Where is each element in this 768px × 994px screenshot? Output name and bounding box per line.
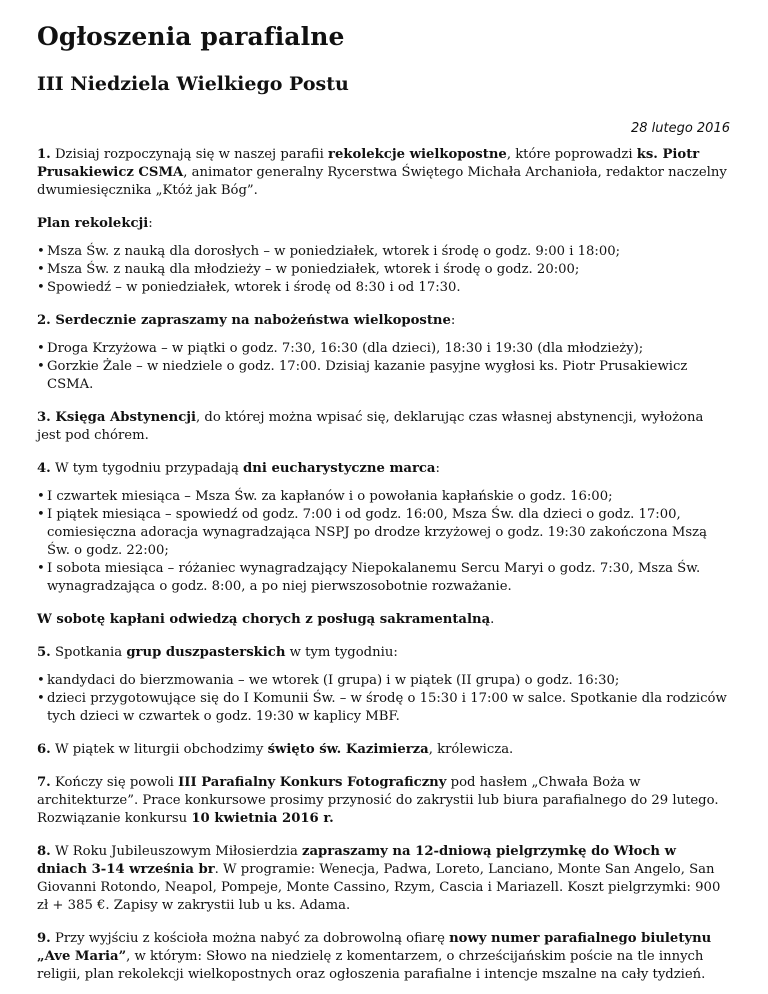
list-item: [37, 243, 730, 261]
announcement-number: 7.: [37, 775, 51, 790]
announcement-number: 8.: [37, 844, 51, 859]
text: , w którym: Słowo na niedzielę z komentarzem, o chrześcijańskim poście na tle innych religii, plan rekolekcji wielkopostnych oraz ogłoszenia parafialne i intencje mszalne na cały tydzień.: [37, 949, 706, 982]
bullet-icon: •: [37, 359, 45, 374]
list-item: [37, 560, 730, 596]
text: w tym tygodniu:: [285, 645, 398, 660]
announcement-number: 5.: [37, 645, 51, 660]
text: :: [435, 461, 440, 476]
list-item: [37, 488, 730, 506]
announcement-3: [37, 409, 730, 445]
page-title: Ogłoszenia parafialne: [37, 22, 345, 51]
list-item: [37, 261, 730, 279]
eucharistic-days-list: [37, 488, 730, 596]
page-subtitle: III Niedziela Wielkiego Postu: [37, 73, 349, 95]
list-item: [37, 340, 730, 358]
bullet-icon: •: [37, 244, 45, 259]
announcement-date: 28 lutego 2016: [630, 121, 730, 136]
list-item-text: I czwartek miesiąca – Msza Św. za kapłanów i o powołania kapłańskie o godz. 16:00;: [47, 489, 613, 504]
list-item: [37, 358, 730, 394]
bold-text: nowy numer parafialnego biuletynu „Ave Maria”: [37, 931, 712, 964]
text: Kończy się powoli: [50, 775, 179, 790]
text: Przy wyjściu z kościoła można nabyć za dobrowolną ofiarę: [50, 931, 450, 946]
bullet-icon: •: [37, 561, 45, 576]
bullet-icon: •: [37, 489, 45, 504]
list-item-text: I sobota miesiąca – różaniec wynagradzający Niepokalanemu Sercu Maryi o godz. 7:30, Msza Św. wynagradzająca o godz. 8:00, a po niej pierwszosobotnie rozważanie.: [47, 561, 701, 594]
announcement-8: [37, 843, 730, 915]
services-list: [37, 340, 730, 394]
bold-text: święto św. Kazimierza: [267, 742, 429, 757]
list-item: [37, 690, 730, 726]
text: Spotkania: [50, 645, 127, 660]
list-item-text: Gorzkie Żale – w niedziele o godz. 17:00. Dzisiaj kazanie pasyjne wygłosi ks. Piotr Prusakiewicz CSMA.: [47, 359, 688, 392]
list-item: [37, 506, 730, 560]
announcement-7: [37, 774, 730, 828]
bullet-icon: •: [37, 507, 45, 522]
plan-list: [37, 243, 730, 297]
groups-list: [37, 672, 730, 726]
announcement-number: 9.: [37, 931, 51, 946]
announcement-number: 3.: [37, 410, 51, 425]
text: .: [490, 612, 495, 627]
text: W piątek w liturgii obchodzimy: [50, 742, 268, 757]
announcement-number: 2.: [37, 313, 51, 328]
bullet-icon: •: [37, 262, 45, 277]
bold-text: Księga Abstynencji: [50, 410, 197, 425]
text: W Roku Jubileuszowym Miłosierdzia: [50, 844, 303, 859]
text: :: [148, 216, 153, 231]
list-item-text: dzieci przygotowujące się do I Komunii Św. – w środę o 15:30 i 17:00 w salce. Spotkanie dla rodziców tych dzieci w czwartek o godz. 19:30 w kaplicy MBF.: [47, 691, 727, 724]
bold-text: zapraszamy na 12-dniową pielgrzymkę do Włoch w dniach 3-14 września br: [37, 844, 676, 877]
announcement-4: [37, 460, 730, 478]
bold-text: Plan rekolekcji: [37, 216, 149, 231]
bold-text: ks. Piotr Prusakiewicz CSMA: [37, 147, 700, 180]
list-item-text: Droga Krzyżowa – w piątki o godz. 7:30, 16:30 (dla dzieci), 18:30 i 19:30 (dla młodzieży);: [47, 341, 644, 356]
text: , królewicza.: [428, 742, 514, 757]
announcement-number: 4.: [37, 461, 51, 476]
bold-text: grup duszpasterskich: [126, 645, 286, 660]
list-item: [37, 672, 730, 690]
text: :: [450, 313, 456, 328]
text: W tym tygodniu przypadają: [50, 461, 244, 476]
text: pod hasłem „Chwała Boża w architekturze”. Prace konkursowe prosimy przynosić do zakrystii lub biura parafialnego do 29 lutego. Rozwiązanie konkursu: [37, 775, 719, 826]
text: , animator generalny Rycerstwa Świętego Michała Archanioła, redaktor naczelny dwumiesięcznika „Któż jak Bóg”.: [37, 165, 727, 198]
list-item: [37, 279, 730, 297]
plan-heading: [37, 215, 730, 233]
bold-text: III Parafialny Konkurs Fotograficzny: [178, 775, 447, 790]
bullet-icon: •: [37, 280, 45, 295]
bold-text: rekolekcje wielkopostne: [328, 147, 507, 162]
announcement-5: [37, 644, 730, 662]
bullet-icon: •: [37, 691, 45, 706]
bold-text: 10 kwietnia 2016 r.: [191, 811, 334, 826]
text: . W programie: Wenecja, Padwa, Loreto, Lanciano, Monte San Angelo, San Giovanni Rotondo, Neapol, Pompeje, Monte Cassino, Rzym, Cascia i Mariazell. Koszt pielgrzymki: 900 zł + 385 €. Zapisy w zakrystii lub u ks. Adama.: [37, 862, 721, 913]
announcement-1: [37, 146, 730, 200]
list-item-text: Msza Św. z nauką dla dorosłych – w poniedziałek, wtorek i środę o godz. 9:00 i 18:00;: [47, 244, 621, 259]
bullet-icon: •: [37, 673, 45, 688]
bullet-icon: •: [37, 341, 45, 356]
announcement-number: 1.: [37, 147, 51, 162]
bold-text: dni eucharystyczne marca: [243, 461, 436, 476]
announcement-number: 6.: [37, 742, 51, 757]
announcement-9: [37, 930, 730, 984]
list-item-text: Msza Św. z nauką dla młodzieży – w poniedziałek, wtorek i środę o godz. 20:00;: [47, 262, 580, 277]
list-item-text: Spowiedź – w poniedziałek, wtorek i środę od 8:30 i od 17:30.: [47, 280, 461, 295]
announcement-6: [37, 741, 730, 759]
text: , do której można wpisać się, deklarując czas własnej abstynencji, wyłożona jest pod chórem.: [37, 410, 704, 443]
bold-text: Serdecznie zapraszamy na nabożeństwa wielkopostne: [50, 313, 451, 328]
list-item-text: kandydaci do bierzmowania – we wtorek (I grupa) i w piątek (II grupa) o godz. 16:30;: [47, 673, 620, 688]
sick-visit-notice: [37, 611, 730, 629]
text: Dzisiaj rozpoczynają się w naszej parafii: [50, 147, 328, 162]
list-item-text: I piątek miesiąca – spowiedź od godz. 7:00 i od godz. 16:00, Msza Św. dla dzieci o godz. 17:00, comiesięczna adoracja wynagradzająca NSPJ po drodze krzyżowej o godz. 19:30 zakończona Mszą Św. o godz. 22:00;: [47, 507, 707, 558]
bold-text: W sobotę kapłani odwiedzą chorych z posługą sakramentalną: [37, 612, 491, 627]
announcement-2: [37, 312, 730, 330]
text: , które poprowadzi: [506, 147, 637, 162]
